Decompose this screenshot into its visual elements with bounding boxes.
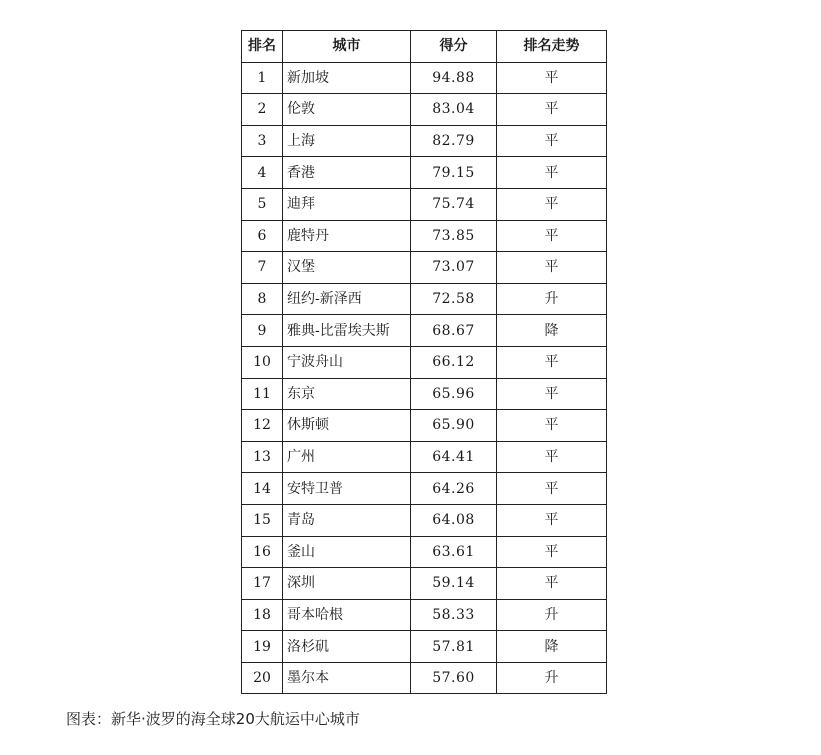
score-cell: 79.15 [411, 157, 497, 189]
city-cell: 迪拜 [283, 188, 411, 220]
table-body [242, 62, 607, 694]
rank-cell: 19 [242, 631, 283, 663]
table-row [242, 283, 607, 315]
rank-cell: 9 [242, 315, 283, 347]
trend-cell: 平 [497, 378, 607, 410]
trend-cell: 降 [497, 315, 607, 347]
table-row [242, 568, 607, 600]
rank-cell: 13 [242, 441, 283, 473]
header-city: 城市 [283, 31, 411, 63]
rank-cell: 5 [242, 188, 283, 220]
table-row [242, 188, 607, 220]
rank-cell: 11 [242, 378, 283, 410]
score-cell: 58.33 [411, 599, 497, 631]
rank-cell: 12 [242, 410, 283, 442]
city-cell: 哥本哈根 [283, 599, 411, 631]
score-cell: 68.67 [411, 315, 497, 347]
table-header-row [242, 31, 607, 63]
trend-cell: 平 [497, 220, 607, 252]
city-cell: 休斯顿 [283, 410, 411, 442]
city-cell: 深圳 [283, 568, 411, 600]
ranking-table-container [241, 30, 606, 694]
city-cell: 香港 [283, 157, 411, 189]
trend-cell: 升 [497, 599, 607, 631]
trend-cell: 平 [497, 94, 607, 126]
score-cell: 94.88 [411, 62, 497, 94]
trend-cell: 平 [497, 410, 607, 442]
rank-cell: 1 [242, 62, 283, 94]
header-trend: 排名走势 [497, 31, 607, 63]
city-cell: 上海 [283, 125, 411, 157]
table-row [242, 62, 607, 94]
trend-cell: 平 [497, 62, 607, 94]
score-cell: 72.58 [411, 283, 497, 315]
rank-cell: 10 [242, 346, 283, 378]
rank-cell: 14 [242, 473, 283, 505]
table-row [242, 631, 607, 663]
score-cell: 63.61 [411, 536, 497, 568]
table-row [242, 504, 607, 536]
rank-cell: 18 [242, 599, 283, 631]
trend-cell: 平 [497, 536, 607, 568]
figure-caption: 图表：新华·波罗的海全球20大航运中心城市 [66, 710, 360, 728]
trend-cell: 平 [497, 441, 607, 473]
rank-cell: 4 [242, 157, 283, 189]
score-cell: 65.90 [411, 410, 497, 442]
city-cell: 伦敦 [283, 94, 411, 126]
city-cell: 釜山 [283, 536, 411, 568]
ranking-table [241, 30, 607, 694]
score-cell: 65.96 [411, 378, 497, 410]
trend-cell: 平 [497, 252, 607, 284]
table-row [242, 662, 607, 694]
table-row [242, 473, 607, 505]
city-cell: 雅典-比雷埃夫斯 [283, 315, 411, 347]
table-row [242, 315, 607, 347]
city-cell: 东京 [283, 378, 411, 410]
rank-cell: 20 [242, 662, 283, 694]
table-row [242, 441, 607, 473]
trend-cell: 平 [497, 157, 607, 189]
table-row [242, 220, 607, 252]
rank-cell: 17 [242, 568, 283, 600]
city-cell: 墨尔本 [283, 662, 411, 694]
table-row [242, 94, 607, 126]
score-cell: 64.26 [411, 473, 497, 505]
city-cell: 鹿特丹 [283, 220, 411, 252]
trend-cell: 平 [497, 568, 607, 600]
table-row [242, 410, 607, 442]
header-rank: 排名 [242, 31, 283, 63]
rank-cell: 6 [242, 220, 283, 252]
table-row [242, 157, 607, 189]
header-score: 得分 [411, 31, 497, 63]
rank-cell: 16 [242, 536, 283, 568]
score-cell: 73.07 [411, 252, 497, 284]
city-cell: 洛杉矶 [283, 631, 411, 663]
score-cell: 64.41 [411, 441, 497, 473]
rank-cell: 7 [242, 252, 283, 284]
score-cell: 57.81 [411, 631, 497, 663]
score-cell: 57.60 [411, 662, 497, 694]
trend-cell: 升 [497, 283, 607, 315]
rank-cell: 8 [242, 283, 283, 315]
table-row [242, 599, 607, 631]
trend-cell: 平 [497, 125, 607, 157]
score-cell: 73.85 [411, 220, 497, 252]
score-cell: 82.79 [411, 125, 497, 157]
score-cell: 66.12 [411, 346, 497, 378]
score-cell: 75.74 [411, 188, 497, 220]
score-cell: 64.08 [411, 504, 497, 536]
table-row [242, 378, 607, 410]
table-row [242, 252, 607, 284]
table-row [242, 346, 607, 378]
rank-cell: 2 [242, 94, 283, 126]
table-row [242, 125, 607, 157]
score-cell: 59.14 [411, 568, 497, 600]
trend-cell: 平 [497, 188, 607, 220]
trend-cell: 降 [497, 631, 607, 663]
table-row [242, 536, 607, 568]
city-cell: 青岛 [283, 504, 411, 536]
city-cell: 安特卫普 [283, 473, 411, 505]
city-cell: 广州 [283, 441, 411, 473]
trend-cell: 升 [497, 662, 607, 694]
city-cell: 新加坡 [283, 62, 411, 94]
trend-cell: 平 [497, 504, 607, 536]
rank-cell: 15 [242, 504, 283, 536]
city-cell: 宁波舟山 [283, 346, 411, 378]
trend-cell: 平 [497, 473, 607, 505]
score-cell: 83.04 [411, 94, 497, 126]
city-cell: 汉堡 [283, 252, 411, 284]
city-cell: 纽约-新泽西 [283, 283, 411, 315]
rank-cell: 3 [242, 125, 283, 157]
trend-cell: 平 [497, 346, 607, 378]
